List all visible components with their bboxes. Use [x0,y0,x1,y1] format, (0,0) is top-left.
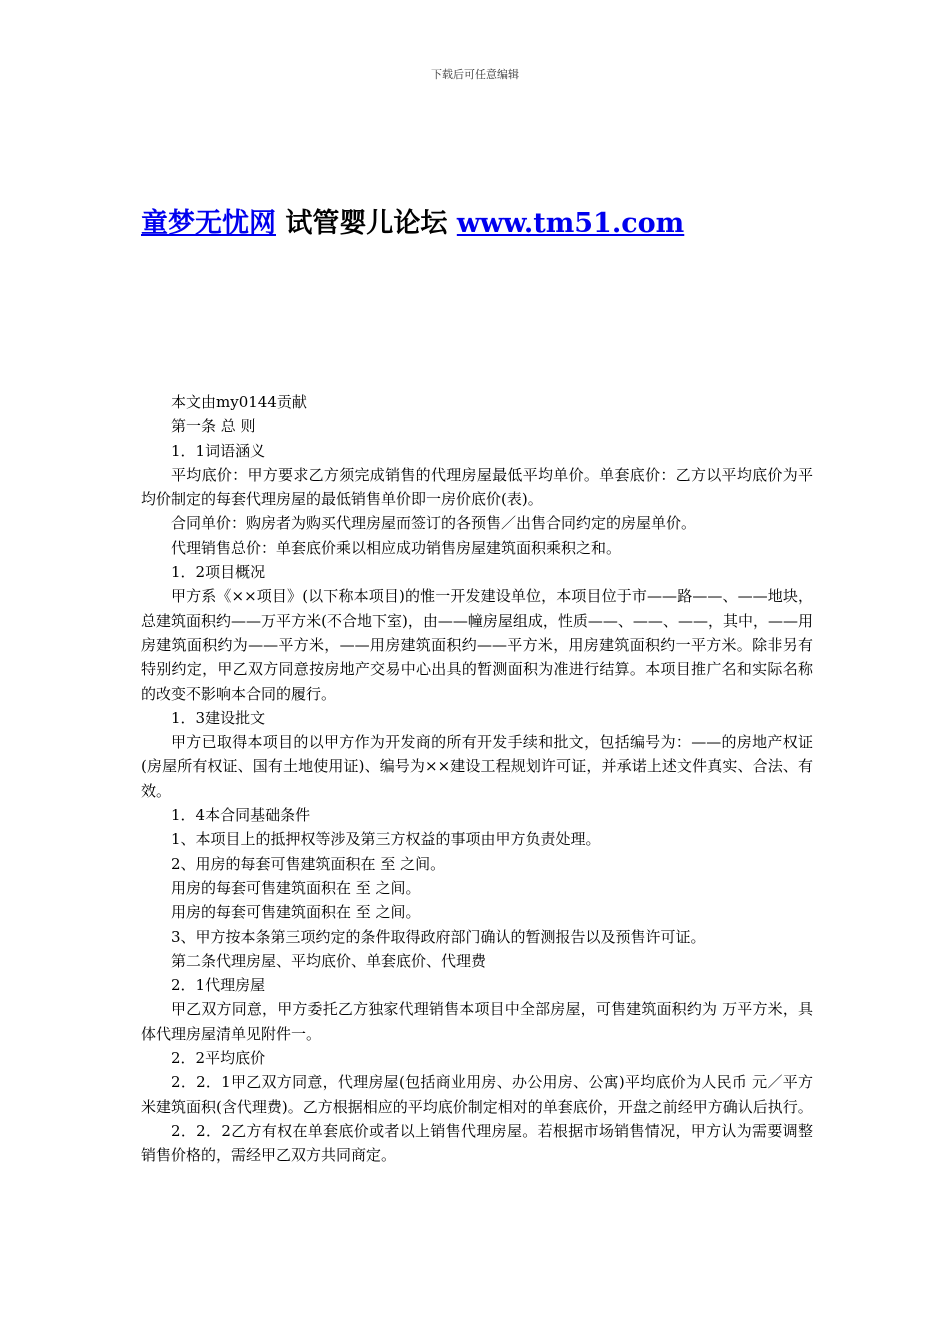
paragraph: 2．1代理房屋 [171,976,266,995]
paragraph: 1、本项目上的抵押权等涉及第三方权益的事项由甲方负责处理。 [171,830,601,849]
paragraph: 甲方系《××项目》(以下称本项目)的惟一开发建设单位，本项目位于市——路——、——地块，总建筑面积约——万平方米(不合地下室)，由——幢房屋组成，性质——、——、——，其中，——用房建筑面积约为——平方米，——用房建筑面积约——平方米，用房建筑面积约一平方米。除非另有特别约定，甲乙双方同意按房地产交易中心出具的暂测面积为准进行结算。本项目推广名和实际名称的改变不影响本合同的履行。 [141,587,813,703]
paragraph: 合同单价：购房者为购买代理房屋而签订的各预售／出售合同约定的房屋单价。 [171,514,697,533]
paragraph: 2．2．1甲乙双方同意，代理房屋(包括商业用房、办公用房、公寓)平均底价为人民币 元／平方米建筑面积(含代理费)。乙方根据相应的平均底价制定相对的单套底价，开盘之前经甲方确认后执行。 [141,1073,813,1116]
paragraph: 1．2项目概况 [171,563,266,582]
document-body [141,390,813,1168]
paragraph: 本文由my0144贡献 [171,393,307,411]
paragraph: 3、甲方按本条第三项约定的条件取得政府部门确认的暂测报告以及预售许可证。 [171,927,706,946]
paragraph: 第二条代理房屋、平均底价、单套底价、代理费 [171,951,487,970]
paragraph: 代理销售总价：单套底价乘以相应成功销售房屋建筑面积乘积之和。 [171,538,622,557]
paragraph: 第一条 总 则 [171,417,256,436]
paragraph: 2．2平均底价 [171,1049,266,1068]
paragraph: 1．1词语涵义 [171,441,266,460]
paragraph: 用房的每套可售建筑面积在 至 之间。 [171,878,421,897]
site-banner [141,206,684,242]
paragraph: 甲方已取得本项目的以甲方作为开发商的所有开发手续和批文，包括编号为：——的房地产权证(房屋所有权证、国有土地使用证)、编号为××建设工程规划许可证，并承诺上述文件真实、合法、有效。 [141,733,813,800]
paragraph: 平均底价：甲方要求乙方须完成销售的代理房屋最低平均单价。单套底价：乙方以平均底价为平均价制定的每套代理房屋的最低销售单价即一房价底价(表)。 [141,465,813,509]
site-name-link[interactable]: 童梦无忧网 [141,208,276,239]
header-note: 下载后可任意编辑 [431,68,519,81]
paragraph: 1．3建设批文 [171,708,266,727]
paragraph: 甲乙双方同意，甲方委托乙方独家代理销售本项目中全部房屋，可售建筑面积约为 万平方米，具体代理房屋清单见附件一。 [141,1000,813,1043]
paragraph: 2．2．2乙方有权在单套底价或者以上销售代理房屋。若根据市场销售情况，甲方认为需要调整销售价格的，需经甲乙双方共同商定。 [141,1121,813,1165]
paragraph: 用房的每套可售建筑面积在 至 之间。 [171,903,421,922]
paragraph: 1．4本合同基础条件 [171,806,311,825]
site-url-link[interactable]: www.tm51.com [456,208,685,239]
paragraph: 2、用房的每套可售建筑面积在 至 之间。 [171,854,446,873]
forum-name: 试管婴儿论坛 [276,208,457,239]
